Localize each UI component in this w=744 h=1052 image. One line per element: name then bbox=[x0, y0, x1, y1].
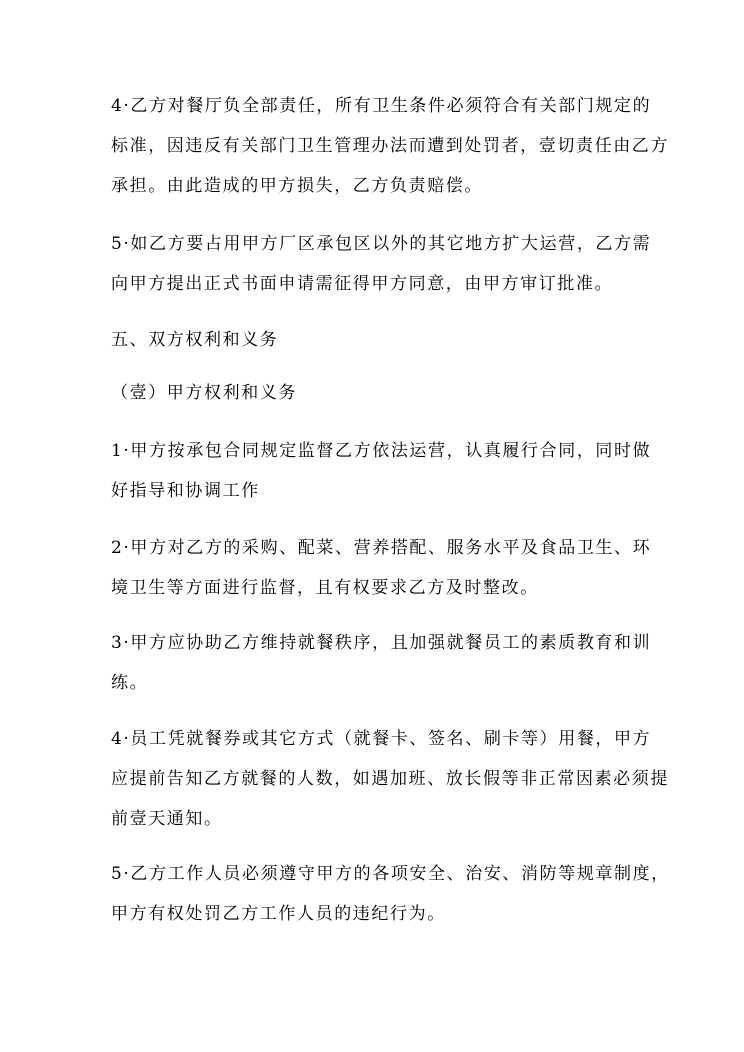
paragraph-line: 标准，因违反有关部门卫生管理办法而遭到处罚者，壹切责任由乙方 bbox=[111, 136, 669, 156]
paragraph-line: 好指导和协调工作 bbox=[111, 481, 260, 501]
paragraph-line: 2·甲方对乙方的采购、配菜、营养搭配、服务水平及食品卫生、环 bbox=[111, 538, 652, 558]
paragraph-line: 境卫生等方面进行监督，且有权要求乙方及时整改。 bbox=[111, 578, 539, 598]
paragraph-line: 4·乙方对餐厅负全部责任，所有卫生条件必须符合有关部门规定的 bbox=[111, 96, 652, 116]
paragraph-line: 4·员工凭就餐券或其它方式（就餐卡、签名、刷卡等）用餐，甲方 bbox=[111, 729, 652, 749]
paragraph-line: 练。 bbox=[111, 673, 149, 693]
section-heading: 五、双方权利和义务 bbox=[111, 330, 279, 350]
paragraph-line: 承担。由此造成的甲方损失，乙方负责赔偿。 bbox=[111, 176, 483, 196]
paragraph-line: 甲方有权处罚乙方工作人员的违纪行为。 bbox=[111, 904, 446, 924]
paragraph-line: 3·甲方应协助乙方维持就餐秩序，且加强就餐员工的素质教育和训 bbox=[111, 633, 652, 653]
paragraph-line: 1·甲方按承包合同规定监督乙方依法运营，认真履行合同，同时做 bbox=[111, 441, 652, 461]
subsection-heading: （壹）甲方权利和义务 bbox=[111, 383, 297, 403]
paragraph-line: 5·如乙方要占用甲方厂区承包区以外的其它地方扩大运营，乙方需 bbox=[111, 234, 652, 254]
paragraph-line: 应提前告知乙方就餐的人数，如遇加班、放长假等非正常因素必须提 bbox=[111, 769, 669, 789]
paragraph-line: 5·乙方工作人员必须遵守甲方的各项安全、治安、消防等规章制度， bbox=[111, 864, 670, 884]
paragraph-line: 向甲方提出正式书面申请需征得甲方同意，由甲方审订批准。 bbox=[111, 274, 614, 294]
paragraph-line: 前壹天通知。 bbox=[111, 809, 223, 829]
